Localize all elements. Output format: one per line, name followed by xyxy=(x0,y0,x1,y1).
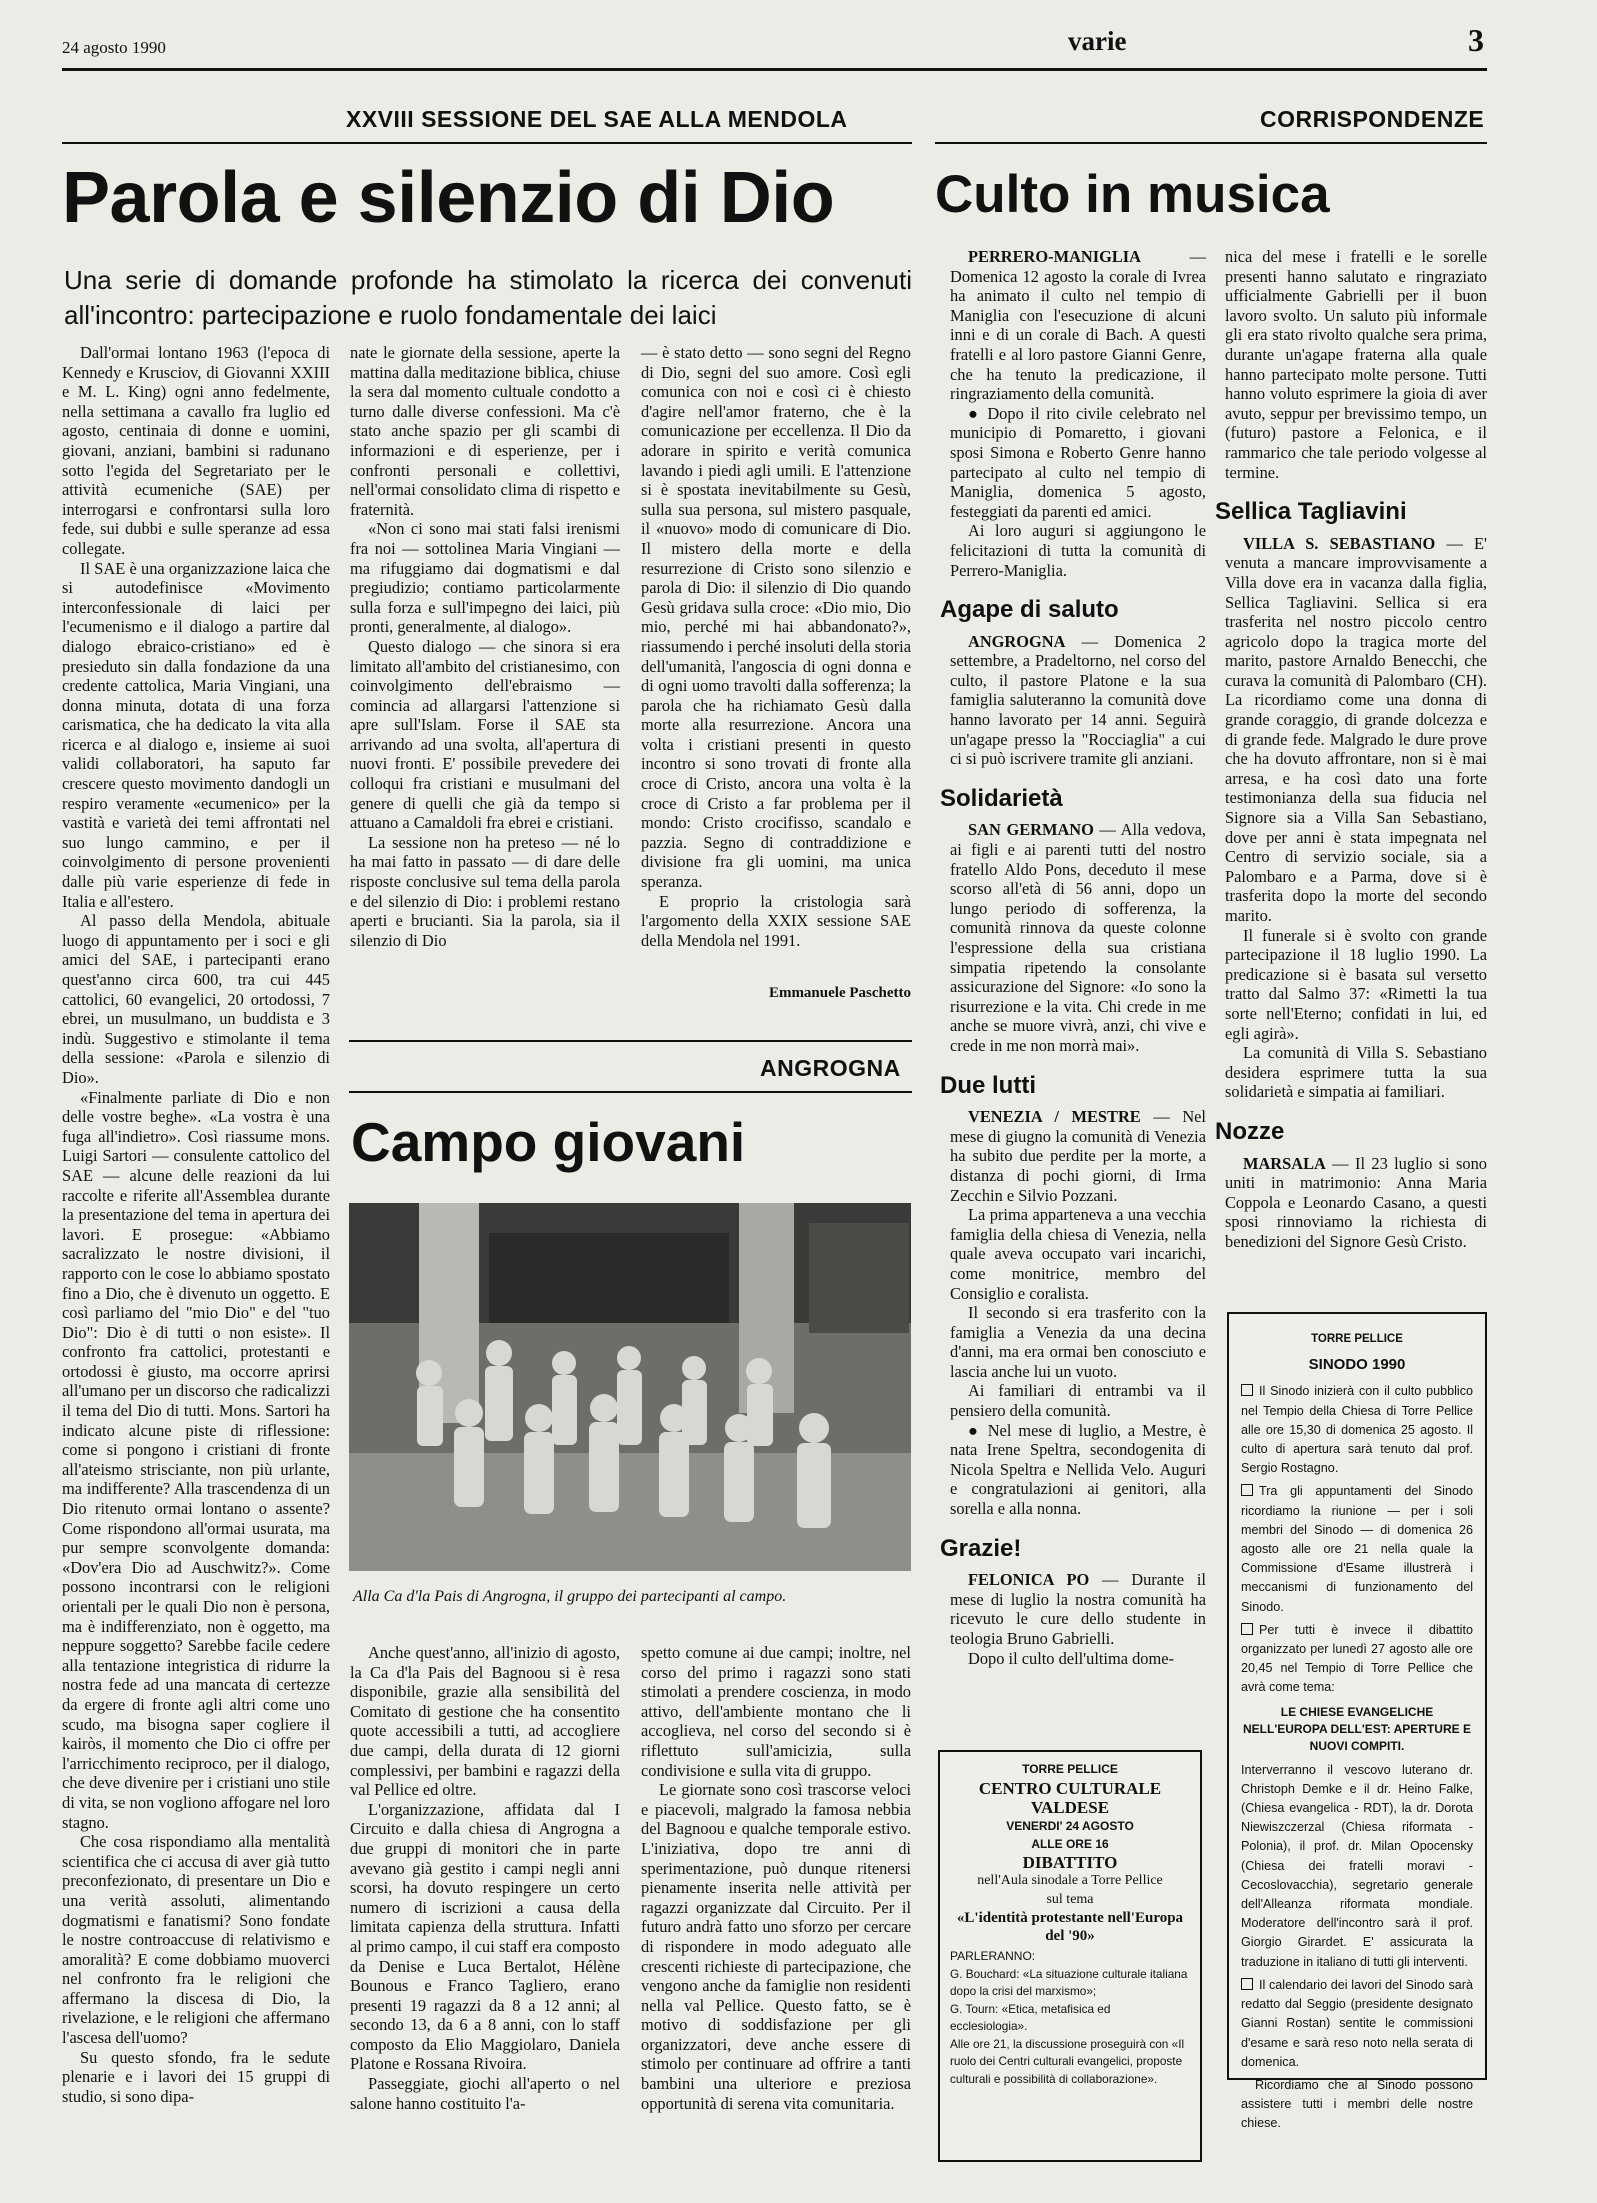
brief-text: — Durante il mese di luglio la nostra comunità ha ricevuto le cure dello studente in teologia Bruno Gabrielli. xyxy=(950,1570,1206,1648)
box-centro-org: CENTRO CULTURALE VALDESE xyxy=(978,1778,1162,1817)
kicker-rule xyxy=(62,142,912,144)
box-sinodo-theme: LE CHIESE EVANGELICHE NELL'EUROPA DELL'EST: APERTURE E NUOVI COMPITI. xyxy=(1243,1704,1471,1753)
brief-paragraph xyxy=(1225,1154,1487,1252)
group-photo-image xyxy=(349,1203,911,1571)
brief-text: — Nel mese di giugno la comunità di Venezia ha subito due perdite per la morte, a distanza di pochi giorni, di Irma Zecchin e Silvio Pozzani. xyxy=(950,1107,1206,1205)
corrispondenze-column-2 xyxy=(1215,247,1487,1252)
brief-paragraph xyxy=(1225,534,1487,926)
checkbox-icon xyxy=(1241,1484,1253,1496)
brief-text: — Alla vedova, ai figli e ai parenti tutti del nostro fratello Aldo Pons, deceduto il mese scorso all'età di 56 anni, dopo un lungo periodo di sofferenza, la comunità rinnova da queste colonne l'espressione della sua cristiana simpatia ripetendo la consolante assicurazione del Signore: «Io sono la risurrezione e la vita. Chi crede in me anche se muore vivrà, anzi, chi vive e crede in me non morrà mai». xyxy=(950,820,1206,1055)
brief-text: ● Dopo il rito civile celebrato nel municipio di Pomaretto, i giovani sposi Simona e Roberto Genre hanno partecipato al culto nel tempio di Maniglia, domenica 5 agosto, festeggiati da parenti ed amici. xyxy=(950,403,1206,521)
dateline: FELONICA PO xyxy=(968,1570,1090,1590)
dateline: ANGROGNA xyxy=(968,631,1066,651)
brief-paragraph xyxy=(950,1421,1206,1519)
box-centro-culturale xyxy=(938,1750,1202,2162)
campo-kicker: ANGROGNA xyxy=(760,1055,901,1081)
brief-text: — Il 23 luglio si sono uniti in matrimonio: Anna Maria Coppola e Leonardo Casano, a questi sposi rinnoviamo la richiesta di benedizioni del Signore Gesù Cristo. xyxy=(1225,1153,1487,1251)
box-sinodo-items xyxy=(1241,1382,1473,1697)
brief-paragraph xyxy=(1225,247,1487,482)
box-centro-time: ALLE ORE 16 xyxy=(1031,1837,1109,1851)
box-centro-speakers-label: PARLERANNO: xyxy=(950,1949,1036,1963)
brief-text: Il funerale si è svolto con grande partecipazione il 18 luglio 1990. La predicazione si è basata sul versetto tratto dal Salmo 37: «Rimetti la tua sorte nell'Eterno; confidati in lui, ed egli agirà». xyxy=(1225,925,1487,1043)
brief-heading: Grazie! xyxy=(940,1534,1022,1562)
paragraph: Il SAE è una organizzazione laica che si autodefinisce «Movimento interconfessionale di laici per l'ecumenismo e il dialogo a partire dal dialogo ebraico-cristiano» ed è presieduto sin dalla fondazione da una credente cattolica, Maria Vingiani, una donna minuta, dotata di una forza carismatica, che ha dedicato la vita alla ricerca e al dialogo e, insieme ai suoi validi collaboratori, ha saputo far crescere questo movimento dandogli un respiro veramente «ecumenico» per la vastità e varietà dei temi affrontati nel suo lungo cammino, e per il coinvolgimento di persone provenienti dalle più varie esperienze di fede in Italia e all'estero. xyxy=(62,558,330,911)
dateline: SAN GERMANO xyxy=(968,820,1094,840)
campo-top-rule xyxy=(349,1040,912,1042)
box-centro-place: TORRE PELLICE xyxy=(1022,1762,1118,1776)
checkbox-icon xyxy=(1241,1978,1253,1990)
box-centro-venue: nell'Aula sinodale a Torre Pellice xyxy=(977,1873,1163,1888)
brief-paragraph xyxy=(950,1649,1206,1669)
corrispondenze-headline: Culto in musica xyxy=(935,165,1330,224)
brief-text: — E' venuta a mancare improvvisamente a Villa dove era in vacanza dalla figlia, Sellica Tagliavini. Sellica si era trasferita nel nostro piccolo centro agricolo dopo la tragica morte del marito, pastore Arnaldo Benecchi, che curava la comunità di Palombaro (CH). La ricordiamo come una donna di grande coraggio, di grande dolcezza e di grande fede. Malgrado le dure prove che ha dovuto affrontare, non si è mai arresa, e ha così dato una forte testimonianza della sua fiducia nel Signore sia a Villa San Sebastiano, dove per anni è stata impegnata nel Centro di servizio sociale, sia a Palombaro e a Parma, dove si è trasferita dopo la morte del secondo marito. xyxy=(1225,533,1487,925)
story-column-2 xyxy=(350,343,620,950)
sinodo-item xyxy=(1241,1382,1473,1478)
brief-heading: Due lutti xyxy=(940,1071,1036,1099)
group-photo xyxy=(349,1203,911,1571)
story-headline: Parola e silenzio di Dio xyxy=(62,158,835,238)
paragraph: Questo dialogo — che sinora si era limitato all'ambito del cristianesimo, con coinvolgimento dell'ebraismo — comincia ad allargarsi l'attenzione si apre sull'Islam. Forse il SAE sta arrivando ad una svolta, all'apertura di nuovi fronti. E' possibile prevedere dei colloqui fra cristiani e musulmani del genere di quelli che già da tempo si attuano a Camaldoli fra ebrei e cristiani. xyxy=(350,636,620,833)
story-kicker: XXVIII SESSIONE DEL SAE ALLA MENDOLA xyxy=(346,106,848,132)
story-subhead: Una serie di domande profonde ha stimolato la ricerca dei convenuti all'incontro: partecipazione e ruolo fondamentale dei laici xyxy=(64,265,912,330)
brief-text: nica del mese i fratelli e le sorelle presenti hanno salutato e ringraziato ufficialmente Gabrielli per il buon lavoro svolto. Un saluto più informale gli era stato rivolto qualche sera prima, durante un'agape fraterna alla quale hanno partecipato molte persone. Tutti hanno voluto esprimere la gioia di aver avuto, seppur per brevissimo tempo, un (futuro) pastore a Felonica, e il rammarico che tale periodo volgesse al termine. xyxy=(1225,247,1487,482)
box-sinodo-note: Ricordiamo che al Sinodo possono assistere tutti i membri delle nostre chiese. xyxy=(1241,2077,1473,2131)
brief-paragraph xyxy=(950,1570,1206,1648)
brief-heading: Sellica Tagliavini xyxy=(1215,498,1407,526)
brief-text: — Domenica 2 settembre, a Pradeltorno, nel corso del culto, il pastore Platone e la sua famiglia saluteranno la comunità dove hanno lavorato per 14 anni. Seguirà un'agape presso la "Rocciaglia" a cui ci si può iscrivere tramite gli anziani. xyxy=(950,631,1206,769)
brief-paragraph xyxy=(1225,926,1487,1044)
sinodo-item xyxy=(1241,1482,1473,1616)
box-centro-event: DIBATTITO xyxy=(1022,1852,1118,1872)
paragraph: Al passo della Mendola, abituale luogo di appuntamento per i soci e gli amici del SAE, i partecipanti erano quest'anno circa 600, tra cui 445 cattolici, 60 evangelici, 20 ortodossi, 7 ebrei, un musulmano, un buddista e 3 indù. Suggestivo e stimolante il tema della sessione: «Parola e silenzio di Dio». xyxy=(62,911,330,1087)
brief-paragraph xyxy=(1225,1043,1487,1102)
campo-column-1 xyxy=(350,1643,620,2113)
brief-heading: Agape di saluto xyxy=(940,596,1119,624)
paragraph: Anche quest'anno, all'inizio di agosto, la Ca d'la Pais del Bagnoou si è resa disponibile, grazie alla sensibilità del Comitato di gestione che ha consentito quote accessibili a tutti, ad accogliere due campi, della durata di 12 giorni complessivi, per bambini e ragazzi della val Pellice ed oltre. xyxy=(350,1643,620,1800)
box-sinodo-theme-text: Interverranno il vescovo luterano dr. Christoph Demke e il dr. Heino Falke, (Chiesa evangelica - RDT), la dr. Dorota Niewiszczerzal (Chiesa riformata - Polonia), il prof. dr. Milan Opocensky (Chiesa dei fratelli moravi - Cecoslovacchia), segretario generale dell'Alleanza riformata mondiale. Moderatore dell'incontro sarà il prof. Giorgio Girardet. E' assicurata la traduzione in italiano di tutti gli interventi. xyxy=(1241,1762,1473,1969)
campo-kicker-rule xyxy=(349,1091,912,1093)
box-centro-theme: «L'identità protestante nell'Europa del '90» xyxy=(956,1910,1184,1944)
brief-text: Ai loro auguri si aggiungono le felicitazioni di tutta la comunità di Perrero-Maniglia. xyxy=(950,521,1206,580)
paragraph: E proprio la cristologia sarà l'argomento della XXIX sessione SAE della Mendola nel 1991. xyxy=(641,891,911,950)
brief-text: Dopo il culto dell'ultima dome- xyxy=(968,1648,1174,1668)
issue-date: 24 agosto 1990 xyxy=(62,38,166,57)
paragraph: — è stato detto — sono segni del Regno di Dio, segni del suo amore. Così egli comunica con noi e così ci è chiesto d'agire nell'amor fraterno, che è la comunicazione per eccellenza. Il Dio da adorare in spirito e verità comunica lavando i piedi agli umili. E l'attenzione si è spostata inevitabilmente su Gesù, sulla sua persona, sul mistero pasquale, il «nuovo» modo di comunicare di Dio. Il mistero della morte e della resurrezione di Cristo sono silenzio e parola di Dio: il silenzio di Dio quando Gesù gridava sulla croce: «Dio mio, Dio mio, perché mi hai abbandonato?», riassumendo i perché insoluti della storia dell'umanità, l'angoscia di ogni donna e di ogni uomo travolti dalla sofferenza; la parola che ha richiamato Gesù dalla morte alla resurrezione. Ancora una volta i cristiani presenti in questo incontro si sono trovati di fronte alla croce di Cristo, ancora una volta è la croce di Cristo a far problema per il mondo: Cristo crocifisso, scandalo e pazzia. Segno di contraddizione e divisione fra gli uomini, ma unica speranza. xyxy=(641,343,911,892)
paragraph: «Non ci sono mai stati falsi irenismi fra noi — sottolinea Maria Vingiani — ma rifuggiamo dai dogmatismi e dal pregiudizio; contiamo particolarmente sulla forza e sull'impegno dei laici, più pronti, generalmente, al dialogo». xyxy=(350,519,620,637)
checkbox-icon xyxy=(1241,1623,1253,1635)
paragraph: Su questo sfondo, fra le sedute plenarie e i lavori dei 15 gruppi di studio, si sono dipa- xyxy=(62,2047,330,2106)
story-column-3 xyxy=(641,343,911,950)
header-rule xyxy=(62,68,1487,71)
dateline: VILLA S. SEBASTIANO xyxy=(1243,533,1436,553)
campo-headline: Campo giovani xyxy=(351,1111,746,1173)
paragraph: Passeggiate, giochi all'aperto o nel salone hanno costituito l'a- xyxy=(350,2074,620,2113)
brief-text: La prima apparteneva a una vecchia famiglia della chiesa di Venezia, nella quale aveva occupato vari incarichi, come monitrice, membro del Consiglio e coralista. xyxy=(950,1205,1206,1303)
speaker-line: G. Tourn: «Etica, metafisica ed ecclesiologia». xyxy=(950,2001,1111,2033)
brief-paragraph xyxy=(950,1107,1206,1205)
checkbox-icon xyxy=(1241,1384,1253,1396)
paragraph: «Finalmente parliate di Dio e non delle vostre beghe». «La vostra è una fuga all'indietro». Così riassume mons. Luigi Sartori — consulente cattolico del SAE — alcune delle reazioni da lui raccolte e riferite all'Assemblea durante la presentazione del tema in apertura dei lavori. E prosegue: «Abbiamo sacralizzato le nostre divisioni, il rapporto con le cose lo abbiamo spostato fino a Dio, che è divenuto un oggetto. E così parliamo del "mio Dio" e del "tuo Dio": Dio è di tutti o non esiste». Il confronto fra cattolici, protestanti e ortodossi è giusto, ma occorre aprirsi all'umano per un discorso che radicalizzi il tema del Dio di tutti. Mons. Sartori ha indicato alcune piste di riflessione: come si pongono i cristiani di fronte all'ateismo strisciante, non più urlante, ma indifferente? Alla trascendenza di un Dio ritenuto ormai lontano o assente? Come rispondono all'ormai usurata, ma pur sempre sconvolgente domanda: «Dov'era Dio ad Auschwitz?». Come possono incontrarsi con le religioni orientali per le quali Dio non è persona, ma è indifferenziato, non è oggetto, ma neppure soggetto? Sarebbe facile cedere alla tentazione integristica di ridurre la nostra fede ad una mancata di certezze da ergere di fronte agli altri come uno scudo, ma bisogna saper cogliere il kairòs, il momento che Dio ci offre per l'arricchimento reciproco, per il dialogo, che deve divenire per i cristiani uno stile di vita, se non vogliono affogare nel loro stagno. xyxy=(62,1087,330,1832)
paragraph: Che cosa rispondiamo alla mentalità scientifica che ci accusa di aver già tutto preconfezionato, di presentare un Dio e una verità assoluti, alimentando dogmatismi e fanatismi? Sono fondate le nostre controaccuse di relativismo e amoralità? E come dobbiamo muoverci nel confronto fra le religioni che affermano la discesa di Dio, la rivelazione, e le religioni che affermano l'ascesa dell'uomo? xyxy=(62,1832,330,2048)
sinodo-item-text: Per tutti è invece il dibattito organizzato per lunedì 27 agosto alle ore 20,45 nel Tempio di Torre Pellice che avrà come tema: xyxy=(1241,1622,1473,1695)
brief-paragraph xyxy=(950,1303,1206,1381)
brief-paragraph xyxy=(950,632,1206,769)
sinodo-item xyxy=(1241,1621,1473,1698)
photo-caption: Alla Ca d'la Pais di Angrogna, il gruppo dei partecipanti al campo. xyxy=(353,1588,787,1605)
campo-column-2 xyxy=(641,1643,911,2113)
box-sinodo-last-item-text: Il calendario dei lavori del Sinodo sarà redatto dal Seggio (presidente designato Gianni Rostan) sentite le commissioni d'esame e sarà reso noto nella serata di domenica. xyxy=(1241,1977,1473,2069)
brief-paragraph xyxy=(950,404,1206,522)
brief-text: ● Nel mese di luglio, a Mestre, è nata Irene Speltra, secondogenita di Nicola Speltra e Nellida Velo. Auguri e congratulazioni ai genitori, alla sorella e alla nonna. xyxy=(950,1420,1206,1519)
sinodo-item-text: Tra gli appuntamenti del Sinodo ricordiamo la riunione — per i soli membri del Sinodo — di domenica 26 agosto alle ore 21 nella quale la Commissione d'Esame illustrerà i meccanismi di funzionamento del Sinodo. xyxy=(1241,1484,1473,1614)
brief-text: — Domenica 12 agosto la corale di Ivrea ha animato il culto nel tempio di Maniglia con l'esecuzione di alcuni inni e di un corale di Bach. A questi fratelli e al loro pastore Gianni Genre, che ha tenuto la predicazione, il ringraziamento della comunità. xyxy=(950,247,1206,404)
brief-text: La comunità di Villa S. Sebastiano desidera esprimere tutta la sua solidarietà e simpatia ai familiari. xyxy=(1225,1043,1487,1102)
dateline: VENEZIA / MESTRE xyxy=(968,1107,1141,1127)
dateline: MARSALA xyxy=(1243,1153,1326,1173)
box-sinodo-title: SINODO 1990 xyxy=(1308,1356,1406,1374)
brief-heading: Solidarietà xyxy=(940,784,1063,812)
speaker-line: G. Bouchard: «La situazione culturale italiana dopo la crisi del marxismo»; xyxy=(950,1966,1188,1998)
box-centro-theme-intro: sul tema xyxy=(1046,1891,1094,1907)
brief-paragraph xyxy=(950,820,1206,1055)
box-centro-date: VENERDI' 24 AGOSTO xyxy=(1006,1818,1134,1833)
paragraph: spetto comune ai due campi; inoltre, nel corso del primo i ragazzi sono stati stimolati a prendere coscienza, in modo attivo, dell'ambiente montano che li accoglieva, nel corso del secondo si è riflettuto sull'amicizia, sulla condivisione e sulla vita di gruppo. xyxy=(641,1643,911,1780)
box-sinodo-last-item xyxy=(1241,1976,1473,2072)
paragraph: Dall'ormai lontano 1963 (l'epoca di Kennedy e Krusciov, di Giovanni XXIII e M. L. King) ogni anno fedelmente, nella settimana a cavallo fra luglio ed agosto, centinaia di donne e uomini, giovani, anziani, bambini si radunano sotto l'egida del Segretariato per le attività ecumeniche (SAE) per interrogarsi e confrontarsi sulla loro fede, sui dubbi e sulle speranze ad essa collegate. xyxy=(62,343,330,558)
dateline: PERRERO-MANIGLIA xyxy=(968,247,1142,266)
paragraph: nate le giornate della sessione, aperte la mattina dalla meditazione biblica, chiuse la sera dal momento cultuale condotto a turno dalle diverse confessioni. Ma c'è stato anche spazio per gli scambi di informazioni e di esperienze, per i confronti personali e collettivi, nell'ormai consolidato clima di rispetto e fraternità. xyxy=(350,343,620,519)
box-sinodo xyxy=(1227,1312,1487,2131)
section-name: varie xyxy=(1068,26,1127,56)
story-column-1 xyxy=(62,343,330,2106)
brief-heading: Nozze xyxy=(1215,1117,1285,1145)
brief-paragraph xyxy=(950,521,1206,580)
box-centro-speakers xyxy=(950,1966,1190,2089)
corrispondenze-kicker: CORRISPONDENZE xyxy=(1260,106,1485,132)
brief-text: Il secondo si era trasferito con la famiglia a Venezia da una decina d'anni, ma era ormai ben conosciuto e lascia anche lui un vuoto. xyxy=(950,1303,1206,1381)
brief-paragraph xyxy=(950,247,1206,404)
paragraph: L'organizzazione, affidata dal I Circuito e dalla chiesa di Angrogna a due gruppi di monitori che in parte avevano già gestito i campi negli anni scorsi, ha dovuto respingere un certo numero di iscrizioni a causa della limitata capienza della struttura. Infatti al primo campo, il cui staff era composto da Denise e Luca Bertalot, Hélène Bounous e Franco Tagliero, erano presenti 19 ragazzi da 8 a 12 anni; al secondo 13, da 6 a 8 anni, con lo staff composto da Elio Maggiolaro, Daniela Platone e Rossana Rivoira. xyxy=(350,1799,620,2074)
author-signature: Emmanuele Paschetto xyxy=(768,985,911,1001)
sinodo-item-text: Il Sinodo inizierà con il culto pubblico nel Tempio della Chiesa di Torre Pellice alle ore 15,30 di domenica 25 agosto. Il culto di apertura sarà tenuto dal prof. Sergio Rostagno. xyxy=(1241,1384,1473,1476)
paragraph: La sessione non ha preteso — né lo ha mai fatto in passato — di dare delle risposte conclusive sul tema della parola e del silenzio di Dio: i problemi restano aperti e brucianti. Sia la parola, sia il silenzio di Dio xyxy=(350,832,620,950)
box-sinodo-place: TORRE PELLICE xyxy=(1311,1333,1403,1345)
brief-text: Ai familiari di entrambi va il pensiero della comunità. xyxy=(950,1381,1206,1421)
speaker-line: Alle ore 21, la discussione proseguirà con «Il ruolo dei Centri culturali evangelici, proposte culturali e possibilità di collaborazione». xyxy=(950,2036,1185,2086)
corrispondenze-column-1 xyxy=(940,247,1206,1668)
page-number: 3 xyxy=(1468,22,1484,58)
corrispondenze-rule xyxy=(935,142,1487,144)
brief-paragraph xyxy=(950,1381,1206,1420)
paragraph: Le giornate sono così trascorse veloci e piacevoli, malgrado la famosa nebbia del Bagnoou e qualche temporale estivo. L'iniziativa, dopo tre anni di sperimentazione, può dunque ritenersi pienamente inserita nelle attività per ragazzi organizzate dal Circuito. Per il futuro andrà fatto uno sforzo per cercare di rispondere in modo adeguato alle crescenti richieste di partecipazione, che vengono anche da famiglie non residenti nella val Pellice. Questo fatto, se è motivo di soddisfazione per gli organizzatori, deve anche essere di stimolo per continuare ad offrire a tanti bambini una ulteriore e preziosa opportunità di serena vita comunitaria. xyxy=(641,1780,911,2113)
brief-paragraph xyxy=(950,1205,1206,1303)
